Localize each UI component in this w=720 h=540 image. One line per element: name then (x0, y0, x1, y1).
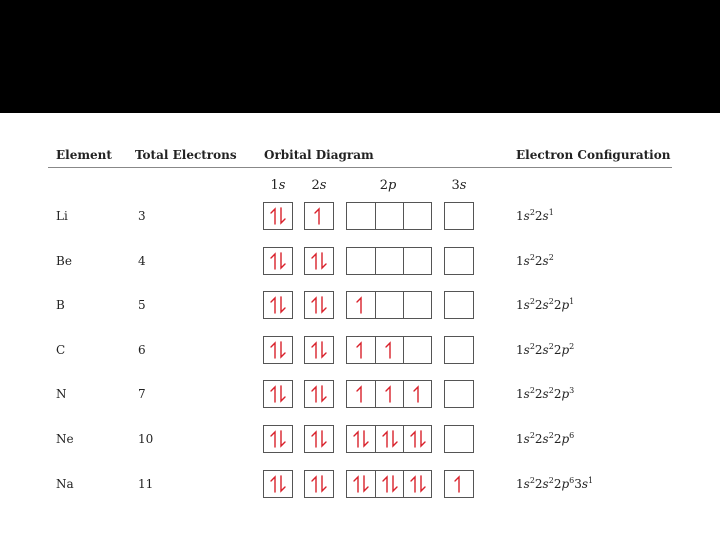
electron-arrows (305, 381, 333, 407)
orbital-box-2s (304, 247, 334, 275)
header-element: Element (56, 148, 112, 162)
spin-up-arrow (312, 477, 316, 492)
spin-down-arrow (421, 476, 425, 491)
orbital-cell (445, 471, 473, 497)
orbital-cell (403, 292, 431, 318)
electron-arrows (264, 381, 292, 407)
spin-up-arrow (312, 387, 316, 402)
total-electrons: 4 (138, 254, 146, 268)
electron-arrows (305, 426, 333, 452)
electron-arrows (305, 292, 333, 318)
orbital-cell (445, 381, 473, 407)
orbital-cell (445, 203, 473, 229)
orbital-box-2s (304, 291, 334, 319)
spin-down-arrow (421, 431, 425, 446)
electron-arrows (347, 381, 375, 407)
orbital-box-3s (444, 202, 474, 230)
spin-up-arrow (271, 254, 275, 269)
orbital-label-3s: 3s (451, 178, 467, 193)
orbital-cell (305, 248, 333, 274)
electron-arrows (264, 471, 292, 497)
header-rule (48, 167, 672, 168)
spin-up-arrow (411, 477, 415, 492)
spin-down-arrow (281, 208, 285, 223)
spin-down-arrow (281, 476, 285, 491)
orbital-box-3s (444, 470, 474, 498)
electron-arrows (347, 292, 375, 318)
element-symbol: B (56, 298, 65, 312)
electron-arrows (376, 426, 404, 452)
orbital-cell (264, 337, 292, 363)
element-symbol: Ne (56, 432, 74, 446)
orbital-box-2s (304, 336, 334, 364)
orbital-cell (305, 381, 333, 407)
orbital-box-1s (263, 291, 293, 319)
orbital-box-2s (304, 380, 334, 408)
table-row (48, 380, 672, 410)
spin-down-arrow (322, 253, 326, 268)
orbital-cell (305, 471, 333, 497)
element-symbol: Na (56, 477, 74, 491)
orbital-cell (403, 248, 431, 274)
spin-up-arrow (271, 343, 275, 358)
orbital-cell (445, 426, 473, 452)
electron-arrows (264, 337, 292, 363)
orbital-cell (264, 381, 292, 407)
electron-arrows (264, 426, 292, 452)
top-black-bar (0, 0, 720, 113)
electron-arrows (264, 292, 292, 318)
electron-arrows (347, 337, 375, 363)
orbital-cell (264, 248, 292, 274)
orbital-cell (445, 337, 473, 363)
spin-up-arrow (357, 298, 361, 313)
total-electrons: 11 (138, 477, 154, 491)
spin-up-arrow (271, 387, 275, 402)
orbital-cell (264, 426, 292, 452)
orbital-cell (347, 337, 375, 363)
orbital-box-1s (263, 380, 293, 408)
orbital-box-2p (346, 291, 432, 319)
spin-up-arrow (414, 387, 418, 402)
electron-arrows (305, 337, 333, 363)
orbital-box-2p (346, 247, 432, 275)
spin-down-arrow (393, 476, 397, 491)
electron-arrows (347, 471, 375, 497)
orbital-box-3s (444, 291, 474, 319)
orbital-cell (375, 337, 403, 363)
orbital-cell (305, 203, 333, 229)
table-row (48, 202, 672, 232)
orbital-cell (305, 292, 333, 318)
electron-arrows (305, 248, 333, 274)
element-symbol: N (56, 387, 67, 401)
electron-configuration: $1s^22s^22p^6$ (516, 431, 575, 446)
orbital-label-2p: 2p (379, 178, 397, 193)
orbital-cell (445, 248, 473, 274)
orbital-box-1s (263, 247, 293, 275)
spin-down-arrow (364, 431, 368, 446)
table-row (48, 336, 672, 366)
spin-up-arrow (312, 298, 316, 313)
electron-arrows (305, 203, 333, 229)
spin-up-arrow (411, 432, 415, 447)
orbital-cell (347, 203, 375, 229)
spin-down-arrow (322, 386, 326, 401)
total-electrons: 3 (138, 209, 146, 223)
orbital-cell (305, 426, 333, 452)
electron-configuration: $1s^22s^22p^63s^1$ (516, 476, 594, 491)
orbital-box-2p (346, 380, 432, 408)
table-row (48, 247, 672, 277)
orbital-box-1s (263, 202, 293, 230)
spin-down-arrow (322, 476, 326, 491)
orbital-box-3s (444, 425, 474, 453)
electron-configuration: $1s^22s^22p^2$ (516, 342, 575, 357)
total-electrons: 10 (138, 432, 154, 446)
electron-configuration: $1s^22s^22p^1$ (516, 297, 575, 312)
orbital-cell (375, 203, 403, 229)
spin-up-arrow (357, 387, 361, 402)
orbital-box-2s (304, 202, 334, 230)
spin-down-arrow (281, 297, 285, 312)
spin-up-arrow (271, 432, 275, 447)
orbital-cell (347, 292, 375, 318)
spin-up-arrow (271, 209, 275, 224)
orbital-cell (347, 471, 375, 497)
element-symbol: Be (56, 254, 72, 268)
spin-up-arrow (383, 477, 387, 492)
orbital-cell (403, 381, 431, 407)
orbital-cell (264, 292, 292, 318)
orbital-box-1s (263, 470, 293, 498)
spin-down-arrow (281, 386, 285, 401)
spin-down-arrow (281, 431, 285, 446)
orbital-cell (403, 337, 431, 363)
electron-configuration: $1s^22s^1$ (516, 208, 554, 223)
orbital-cell (445, 292, 473, 318)
orbital-box-3s (444, 336, 474, 364)
electron-arrows (445, 471, 473, 497)
electron-configuration: $1s^22s^22p^3$ (516, 386, 575, 401)
orbital-cell (347, 381, 375, 407)
orbital-box-2p (346, 425, 432, 453)
orbital-box-2s (304, 425, 334, 453)
total-electrons: 6 (138, 343, 146, 357)
spin-up-arrow (386, 343, 390, 358)
spin-up-arrow (315, 209, 319, 224)
electron-arrows (376, 337, 404, 363)
spin-down-arrow (281, 253, 285, 268)
orbital-box-2p (346, 470, 432, 498)
spin-up-arrow (354, 477, 358, 492)
table-row (48, 425, 672, 455)
spin-down-arrow (322, 297, 326, 312)
header-total-electrons: Total Electrons (135, 148, 237, 162)
table-row (48, 291, 672, 321)
orbital-cell (347, 248, 375, 274)
spin-up-arrow (386, 387, 390, 402)
header-electron-configuration: Electron Configuration (516, 148, 671, 162)
orbital-label-2s: 2s (311, 178, 327, 193)
spin-down-arrow (322, 342, 326, 357)
spin-down-arrow (393, 431, 397, 446)
electron-arrows (264, 248, 292, 274)
orbital-cell (264, 203, 292, 229)
orbital-cell (375, 248, 403, 274)
orbital-box-2p (346, 202, 432, 230)
orbital-cell (403, 426, 431, 452)
orbital-cell (375, 426, 403, 452)
spin-up-arrow (312, 343, 316, 358)
electron-arrows (347, 426, 375, 452)
orbital-box-1s (263, 336, 293, 364)
spin-down-arrow (281, 342, 285, 357)
spin-down-arrow (322, 431, 326, 446)
electron-arrows (404, 381, 432, 407)
orbital-cell (375, 381, 403, 407)
electron-arrows (305, 471, 333, 497)
orbital-cell (403, 203, 431, 229)
orbital-cell (264, 471, 292, 497)
total-electrons: 5 (138, 298, 146, 312)
electron-arrows (376, 381, 404, 407)
spin-up-arrow (312, 432, 316, 447)
header-orbital-diagram: Orbital Diagram (264, 148, 374, 162)
total-electrons: 7 (138, 387, 146, 401)
electron-arrows (404, 426, 432, 452)
spin-down-arrow (364, 476, 368, 491)
spin-up-arrow (455, 477, 459, 492)
orbital-box-1s (263, 425, 293, 453)
electron-arrows (404, 471, 432, 497)
table-row (48, 470, 672, 500)
orbital-cell (403, 471, 431, 497)
element-symbol: C (56, 343, 66, 357)
spin-up-arrow (383, 432, 387, 447)
orbital-box-2p (346, 336, 432, 364)
orbital-box-2s (304, 470, 334, 498)
orbital-cell (375, 292, 403, 318)
spin-up-arrow (357, 343, 361, 358)
orbital-cell (375, 471, 403, 497)
spin-up-arrow (354, 432, 358, 447)
electron-arrows (376, 471, 404, 497)
electron-arrows (264, 203, 292, 229)
orbital-box-3s (444, 380, 474, 408)
orbital-cell (305, 337, 333, 363)
orbital-box-3s (444, 247, 474, 275)
orbital-label-1s: 1s (270, 178, 286, 193)
spin-up-arrow (271, 298, 275, 313)
spin-up-arrow (312, 254, 316, 269)
element-symbol: Li (56, 209, 68, 223)
orbital-cell (347, 426, 375, 452)
spin-up-arrow (271, 477, 275, 492)
electron-configuration: $1s^22s^2$ (516, 253, 554, 268)
